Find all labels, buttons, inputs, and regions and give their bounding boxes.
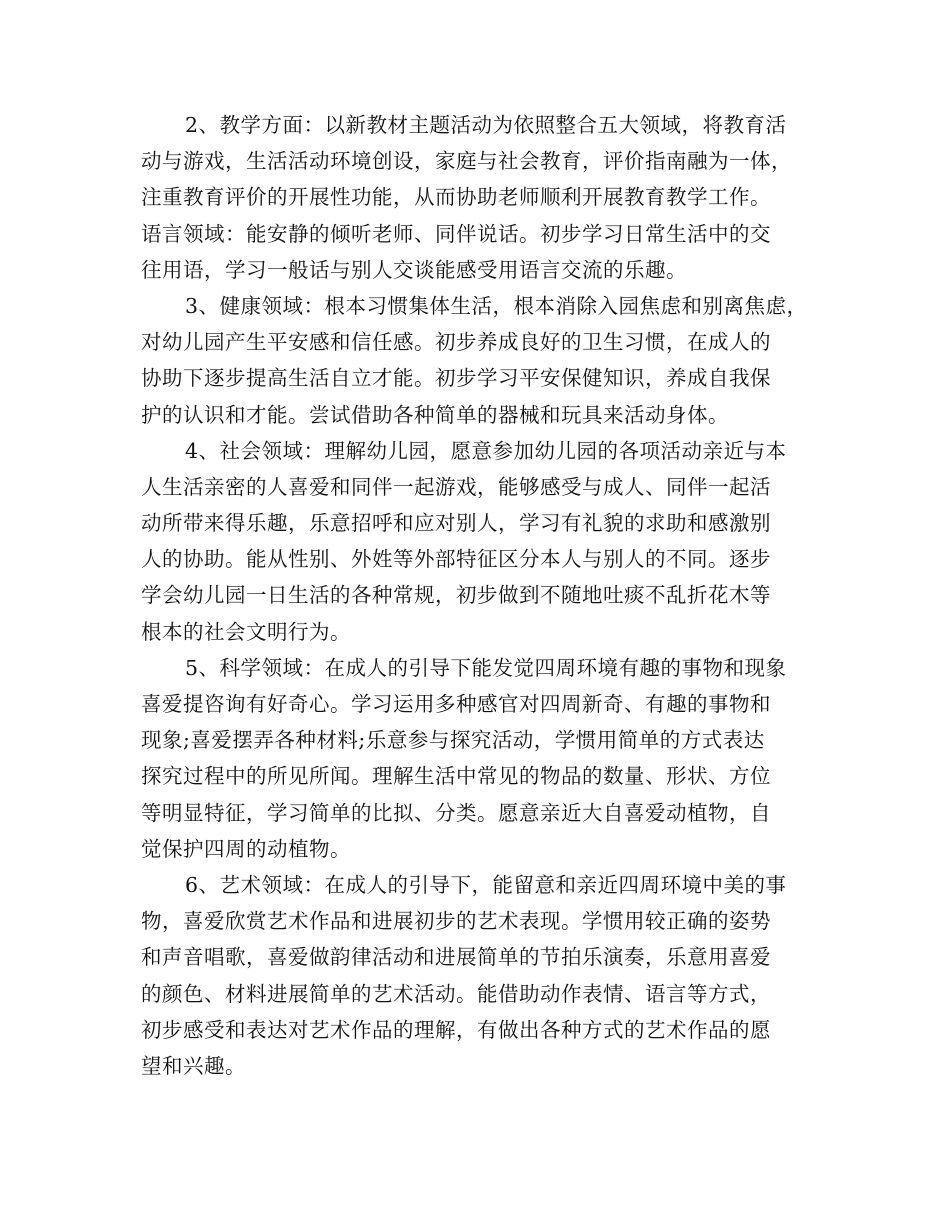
- text-line: 动所带来得乐趣，乐意招呼和应对别人，学习有礼貌的求助和感激别: [141, 511, 771, 536]
- text-line: 人的协助。能从性别、外姓等外部特征区分本人与别人的不同。逐步: [141, 547, 771, 572]
- text-line: 喜爱提咨询有好奇心。学习运用多种感官对四周新奇、有趣的事物和: [141, 692, 771, 716]
- text-line: 6、艺术领域：在成人的引导下，能留意和亲近四周环境中美的事: [185, 872, 787, 897]
- text-line: 物，喜爱欣赏艺术作品和进展初步的艺术表现。学惯用较正确的姿势: [141, 909, 771, 934]
- text-line: 5、科学领域：在成人的引导下能发觉四周环境有趣的事物和现象: [185, 655, 787, 680]
- text-line: 语言领域：能安静的倾听老师、同伴说话。初步学习日常生活中的交: [141, 221, 771, 246]
- document-body: [141, 107, 825, 1084]
- text-line: 2、教学方面：以新教材主题活动为依照整合五大领域，将教育活: [185, 113, 787, 137]
- text-line: 初步感受和表达对艺术作品的理解，有做出各种方式的艺术作品的愿: [141, 1017, 771, 1042]
- text-line: 探究过程中的所见所闻。理解生活中常见的物品的数量、形状、方位: [141, 764, 771, 789]
- text-line: 注重教育评价的开展性功能，从而协助老师顺利开展教育教学工作。: [141, 185, 771, 210]
- text-line: 护的认识和才能。尝试借助各种简单的器械和玩具来活动身体。: [141, 402, 729, 427]
- text-line: 等明显特征，学习简单的比拟、分类。愿意亲近大自喜爱动植物，自: [141, 800, 771, 825]
- text-line: 学会幼儿园一日生活的各种常规，初步做到不随地吐痰不乱折花木等: [141, 583, 771, 608]
- text-line: 人生活亲密的人喜爱和同伴一起游戏，能够感受与成人、同伴一起活: [141, 474, 771, 499]
- text-line: 协助下逐步提高生活自立才能。初步学习平安保健知识，养成自我保: [141, 366, 771, 391]
- text-line: 往用语，学习一般话与别人交谈能感受用语言交流的乐趣。: [141, 257, 687, 282]
- text-line: 望和兴趣。: [141, 1053, 246, 1078]
- text-line: 现象;喜爱摆弄各种材料;乐意参与探究活动，学惯用简单的方式表达: [141, 728, 765, 753]
- text-line: 和声音唱歌，喜爱做韵律活动和进展简单的节拍乐演奏，乐意用喜爱: [141, 945, 771, 970]
- text-line: 根本的社会文明行为。: [141, 619, 351, 644]
- text-line: 动与游戏，生活活动环境创设，家庭与社会教育，评价指南融为一体，: [141, 149, 792, 174]
- text-line: 觉保护四周的动植物。: [141, 836, 351, 861]
- text-line: 4、社会领域：理解幼儿园，愿意参加幼儿园的各项活动亲近与本: [185, 438, 787, 463]
- text-line: 对幼儿园产生平安感和信任感。初步养成良好的卫生习惯，在成人的: [141, 330, 771, 355]
- text-line: 3、健康领域：根本习惯集体生活，根本消除入园焦虑和别离焦虑，: [185, 293, 808, 318]
- text-line: 的颜色、材料进展简单的艺术活动。能借助动作表情、语言等方式，: [141, 981, 771, 1006]
